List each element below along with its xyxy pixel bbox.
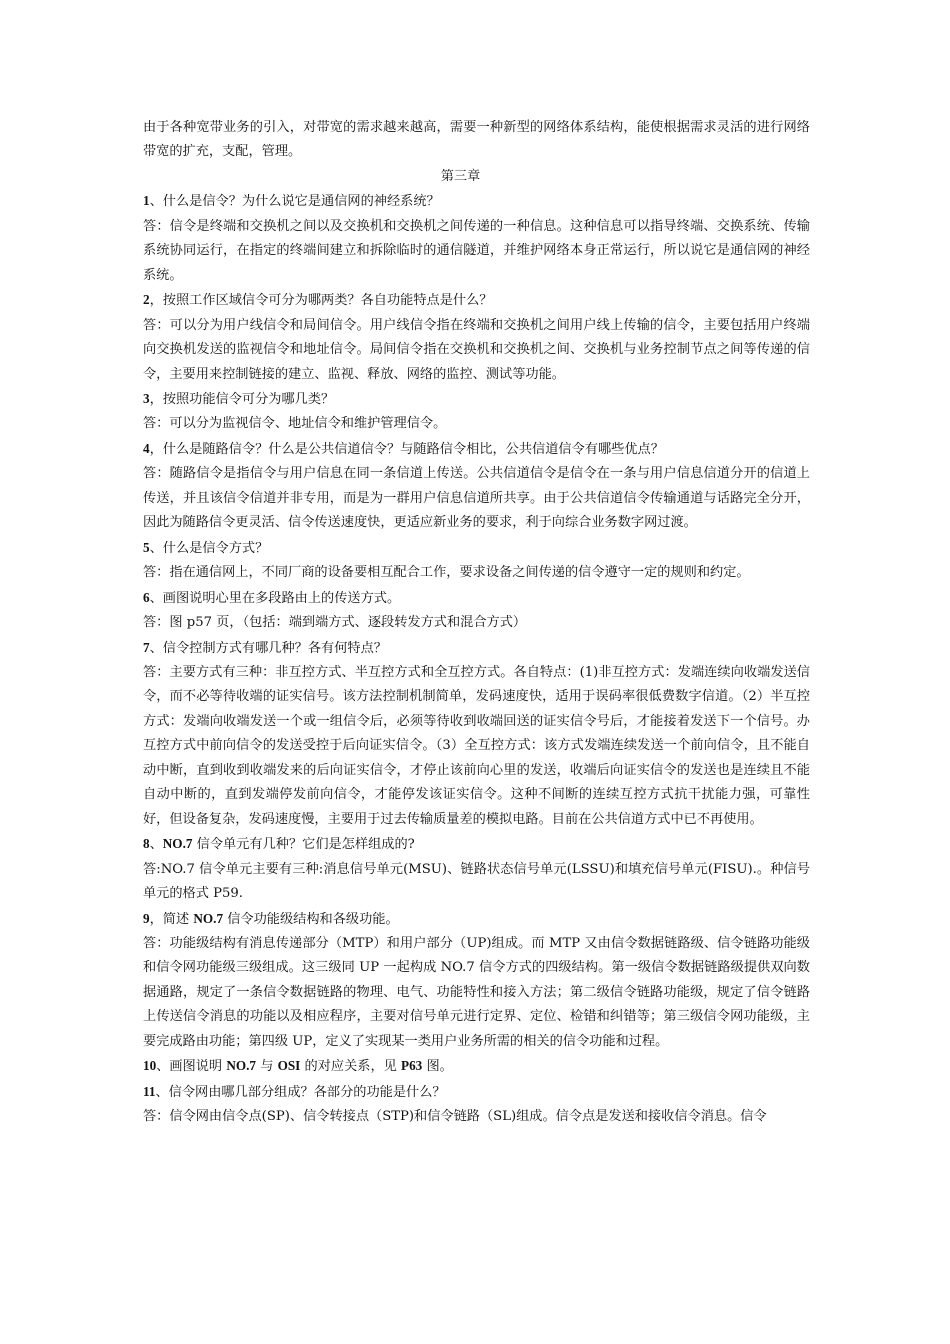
answer-8: 答:NO.7 信令单元主要有三种:消息信号单元(MSU)、链路状态信号单元(LSSU)和填充信号单元(FISU).。种信号单元的格式 P59. (143, 861, 810, 902)
question-3: 3，按照功能信令可分为哪几类？ (143, 390, 335, 407)
answer-7: 答：主要方式有三种：非互控方式、半互控方式和全互控方式。各自特点：(1)非互控方式：发端连续向收端发送信令，而不必等待收端的证实信号。该方法控制机制简单，发码速度快，适用于误码率很低费数字信道。（2）半互控方式：发端向收端发送一个或一组信令后，必须等待收到收端回送的证实信令号后，才能接着发送下一个信号。办互控方式中前向信令的发送受控于后向证实信令。（3）全互控方式：该方式发端连续发送一个前向信令，且不能自动中断，直到收到收端发来的后向证实信令，才停止该前向心里的发送，收端后向证实信令的发送也是连续且不能自动中断的，直到发端停发前向信令，才能停发该证实信令。这种不间断的连续互控方式抗干扰能力强，可靠性好，但设备复杂，发码速度慢，主要用于过去传输质量差的模拟电路。目前在公共信道方式中已不再使用。 (143, 664, 810, 827)
question-1: 1、什么是信令？为什么说它是通信网的神经系统？ (143, 193, 440, 210)
question-10: 10、画图说明 NO.7 与 OSI 的对应关系，见 P63 图。 (143, 1058, 453, 1075)
question-8: 8、NO.7 信令单元有几种？它们是怎样组成的? (143, 836, 415, 853)
answer-11: 答：信令网由信令点(SP)、信令转接点（STP)和信令链路（SL)组成。信令点是发送和接收信令消息。信令 (143, 1109, 767, 1125)
answer-2: 答：可以分为用户线信令和局间信令。用户线信令指在终端和交换机之间用户线上传输的信令，主要包括用户终端向交换机发送的监视信令和地址信令。局间信令指在交换机和交换机之间、交换机与业务控制节点之间等传递的信令，主要用来控制链接的建立、监视、释放、网络的监控、测试等功能。 (143, 317, 810, 382)
question-4: 4，什么是随路信令？什么是公共信道信令？与随路信令相比，公共信道信令有哪些优点？ (143, 440, 664, 457)
question-9: 9，简述 NO.7 信令功能级结构和各级功能。 (143, 910, 399, 927)
chapter-title: 第三章 (440, 168, 481, 184)
question-11: 11、信令网由哪几部分组成？各部分的功能是什么？ (143, 1083, 446, 1100)
question-7: 7、信令控制方式有哪几种？各有何特点？ (143, 639, 387, 656)
answer-3: 答：可以分为监视信令、地址信令和维护管理信令。 (143, 416, 447, 432)
answer-4: 答：随路信令是指信令与用户信息在同一条信道上传送。公共信道信令是信令在一条与用户信息信道分开的信道上传送，并且该信令信道并非专用，而是为一群用户信息信道所共享。由于公共信道信令传输通道与话路完全分开，因此为随路信令更灵活、信令传送速度快，更适应新业务的要求，利于向综合业务数字网过渡。 (143, 466, 810, 531)
intro-paragraph: 由于各种宽带业务的引入，对带宽的需求越来越高，需要一种新型的网络体系结构，能使根据需求灵活的进行网络带宽的扩充，支配，管理。 (143, 120, 810, 160)
question-5: 5、什么是信令方式？ (143, 539, 269, 556)
answer-1: 答：信令是终端和交换机之间以及交换机和交换机之间传递的一种信息。这种信息可以指导终端、交换系统、传输系统协同运行，在指定的终端间建立和拆除临时的通信隧道，并维护网络本身正常运行，所以说它是通信网的神经系统。 (143, 218, 810, 283)
answer-9: 答：功能级结构有消息传递部分（MTP）和用户部分（UP)组成。而 MTP 又由信令数据链路级、信令链路功能级和信令网功能级三级组成。这三级同 UP 一起构成 NO.7 信令方式的四级结构。第一级信令数据链路级提供双向数据通路，规定了一条信令数据链路的物理、电气、功能特性和接入方法；第二级信令链路功能级，规定了信令链路上传送信令消息的功能以及相应程序，主要对信号单元进行定界、定位、检错和纠错等；第三级信令网功能级，主要完成路由功能；第四级 UP，定义了实现某一类用户业务所需的相关的信令功能和过程。 (143, 935, 810, 1049)
answer-5: 答：指在通信网上，不同厂商的设备要相互配合工作，要求设备之间传递的信令遵守一定的规则和约定。 (143, 565, 750, 581)
answer-6: 答：图 p57 页，（包括：端到端方式、逐段转发方式和混合方式） (143, 615, 527, 631)
document-page (143, 116, 810, 1130)
question-6: 6、画图说明心里在多段路由上的传送方式。 (143, 589, 401, 606)
question-2: 2，按照工作区域信令可分为哪两类？各自功能特点是什么？ (143, 292, 493, 309)
